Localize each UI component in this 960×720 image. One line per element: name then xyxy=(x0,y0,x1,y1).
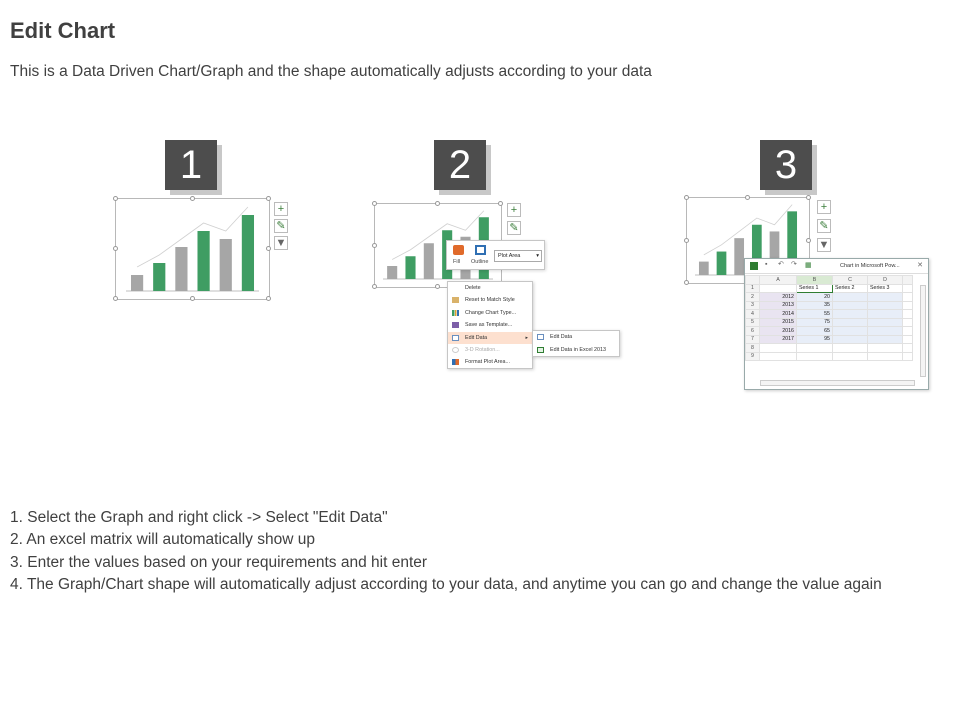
row-header[interactable]: 8 xyxy=(746,344,760,353)
cell[interactable] xyxy=(833,310,868,319)
row-header[interactable]: 6 xyxy=(746,327,760,336)
instruction-line: 1. Select the Graph and right click -> Select "Edit Data" xyxy=(10,509,388,526)
bar-2016 xyxy=(220,239,232,291)
cell[interactable] xyxy=(868,310,903,319)
cell[interactable]: 20 xyxy=(797,293,833,302)
column-header[interactable]: C xyxy=(833,276,868,285)
row-header[interactable]: 1 xyxy=(746,284,760,293)
submenu-edit-data-excel[interactable]: Edit Data in Excel 2013 xyxy=(533,344,619,357)
plus-icon[interactable]: + xyxy=(274,202,288,216)
edit-data-icon xyxy=(452,335,459,341)
cell[interactable]: Series 2 xyxy=(833,284,868,293)
mini-toolbar xyxy=(446,240,545,270)
excel-grid xyxy=(745,275,913,361)
step-1-chart[interactable] xyxy=(115,198,270,300)
bar-2017 xyxy=(242,215,254,291)
horizontal-scrollbar[interactable] xyxy=(760,380,915,386)
rotation-icon xyxy=(452,347,459,353)
undo-icon[interactable]: ↶ xyxy=(778,261,784,268)
cell[interactable] xyxy=(868,301,903,310)
cell[interactable] xyxy=(797,352,833,361)
cell[interactable] xyxy=(833,318,868,327)
cell[interactable] xyxy=(833,293,868,302)
cell[interactable] xyxy=(833,352,868,361)
cell[interactable] xyxy=(868,344,903,353)
plus-icon[interactable]: + xyxy=(507,203,521,217)
cell[interactable]: 65 xyxy=(797,327,833,336)
brush-icon[interactable]: ✎ xyxy=(507,221,521,235)
cell[interactable]: 2013 xyxy=(760,301,797,310)
cell[interactable] xyxy=(833,301,868,310)
cell[interactable] xyxy=(903,352,913,361)
chart-element-select-value: Plot Area xyxy=(498,253,521,259)
cell[interactable] xyxy=(833,335,868,344)
outline-label[interactable]: Outline xyxy=(471,259,489,265)
cell[interactable] xyxy=(868,352,903,361)
row-header[interactable]: 3 xyxy=(746,301,760,310)
cell[interactable] xyxy=(833,327,868,336)
instruction-line: 2. An excel matrix will automatically show up xyxy=(10,531,315,549)
fill-label[interactable]: Fill xyxy=(453,259,461,265)
cell[interactable]: 2012 xyxy=(760,293,797,302)
chevron-down-icon: ▾ xyxy=(536,253,539,259)
ctx-item-save-template[interactable]: Save as Template... xyxy=(448,319,532,331)
format-icon xyxy=(452,359,459,365)
reset-icon xyxy=(452,297,459,303)
cell[interactable]: Series 1 xyxy=(797,284,833,293)
cell[interactable] xyxy=(868,293,903,302)
cell[interactable] xyxy=(797,344,833,353)
chart-element-select[interactable] xyxy=(494,250,542,262)
cell[interactable] xyxy=(903,293,913,302)
corner-cell[interactable] xyxy=(746,276,760,285)
delete-icon xyxy=(452,285,459,291)
bar-chart xyxy=(116,199,269,299)
step-3-badge: 3 xyxy=(760,140,812,190)
context-menu xyxy=(447,281,533,369)
bar-2015 xyxy=(197,231,209,291)
fill-icon[interactable] xyxy=(453,245,464,255)
bar-2013 xyxy=(153,263,165,291)
page-title: Edit Chart xyxy=(10,18,116,43)
brush-icon[interactable]: ✎ xyxy=(274,219,288,233)
template-icon xyxy=(452,322,459,328)
bar-2014 xyxy=(424,243,434,279)
filter-icon[interactable]: ▼ xyxy=(818,239,830,251)
cell[interactable]: 2016 xyxy=(760,327,797,336)
row-header[interactable]: 2 xyxy=(746,293,760,302)
cell[interactable] xyxy=(760,344,797,353)
outline-icon[interactable] xyxy=(475,245,486,255)
cell[interactable]: 2014 xyxy=(760,310,797,319)
row-header[interactable]: 4 xyxy=(746,310,760,319)
brush-icon[interactable]: ✎ xyxy=(817,219,831,233)
column-header[interactable]: D xyxy=(868,276,903,285)
row-header[interactable]: 9 xyxy=(746,352,760,361)
row-header[interactable]: 7 xyxy=(746,335,760,344)
cell[interactable] xyxy=(903,327,913,336)
instruction-line: 4. The Graph/Chart shape will automatically adjust according to your data, and anytime you can go and change the value again xyxy=(10,575,882,593)
bar-2012 xyxy=(131,275,143,291)
cell[interactable] xyxy=(903,318,913,327)
column-header[interactable]: A xyxy=(760,276,797,285)
cell[interactable]: 2015 xyxy=(760,318,797,327)
ctx-item-edit-data[interactable]: Edit Data ▸ xyxy=(448,332,532,344)
cell[interactable] xyxy=(903,344,913,353)
ctx-item-change-type[interactable]: Change Chart Type... xyxy=(448,307,532,319)
column-header[interactable] xyxy=(903,276,913,285)
bar-2013 xyxy=(717,252,727,275)
cell[interactable] xyxy=(868,318,903,327)
cell[interactable] xyxy=(868,327,903,336)
cell[interactable] xyxy=(903,301,913,310)
plus-icon[interactable]: + xyxy=(817,200,831,214)
instructions xyxy=(10,507,940,596)
excel-titlebar xyxy=(745,259,928,274)
cell[interactable]: 95 xyxy=(797,335,833,344)
save-icon[interactable]: ▪ xyxy=(765,261,768,268)
cell[interactable]: 35 xyxy=(797,301,833,310)
ctx-item-format-plot-area[interactable]: Format Plot Area... xyxy=(448,356,532,368)
page-subtitle: This is a Data Driven Chart/Graph and the shape automatically adjusts according to your data xyxy=(10,63,652,80)
cell[interactable]: Series 3 xyxy=(868,284,903,293)
chevron-right-icon: ▸ xyxy=(525,334,528,341)
cell[interactable]: 55 xyxy=(797,310,833,319)
column-header[interactable]: B xyxy=(797,276,833,285)
cell[interactable] xyxy=(903,310,913,319)
close-icon[interactable]: ✕ xyxy=(917,262,923,269)
ctx-item-delete[interactable]: Delete xyxy=(448,282,532,294)
edit-data-icon xyxy=(537,334,544,340)
excel-icon xyxy=(750,262,758,270)
row-header[interactable]: 5 xyxy=(746,318,760,327)
filter-icon[interactable]: ▼ xyxy=(275,237,287,249)
instruction-line: 3. Enter the values based on your requirements and hit enter xyxy=(10,553,428,571)
edit-in-excel-icon[interactable]: ▦ xyxy=(805,262,812,269)
vertical-scrollbar[interactable] xyxy=(920,285,926,377)
excel-window-title: Chart in Microsoft Pow... xyxy=(840,263,900,269)
step-1-badge: 1 xyxy=(165,140,217,190)
step-2-badge: 2 xyxy=(434,140,486,190)
cell[interactable] xyxy=(903,335,913,344)
submenu-edit-data[interactable]: Edit Data xyxy=(533,331,619,344)
ctx-item-3d-rotation: 3-D Rotation... xyxy=(448,344,532,356)
cell[interactable] xyxy=(903,284,913,293)
bar-2012 xyxy=(387,266,397,279)
cell[interactable]: 2017 xyxy=(760,335,797,344)
bar-2014 xyxy=(734,238,744,275)
excel-icon xyxy=(537,347,544,353)
chart-type-icon xyxy=(452,310,459,316)
bar-2012 xyxy=(699,262,709,275)
bar-2014 xyxy=(175,247,187,291)
edit-data-submenu xyxy=(532,330,620,357)
bar-2013 xyxy=(405,256,415,279)
cell[interactable] xyxy=(760,352,797,361)
cell[interactable] xyxy=(868,335,903,344)
excel-window xyxy=(744,258,929,390)
redo-icon[interactable]: ↷ xyxy=(791,261,797,268)
cell[interactable] xyxy=(760,284,797,293)
ctx-item-reset[interactable]: Reset to Match Style xyxy=(448,294,532,306)
cell[interactable]: 75 xyxy=(797,318,833,327)
cell[interactable] xyxy=(833,344,868,353)
